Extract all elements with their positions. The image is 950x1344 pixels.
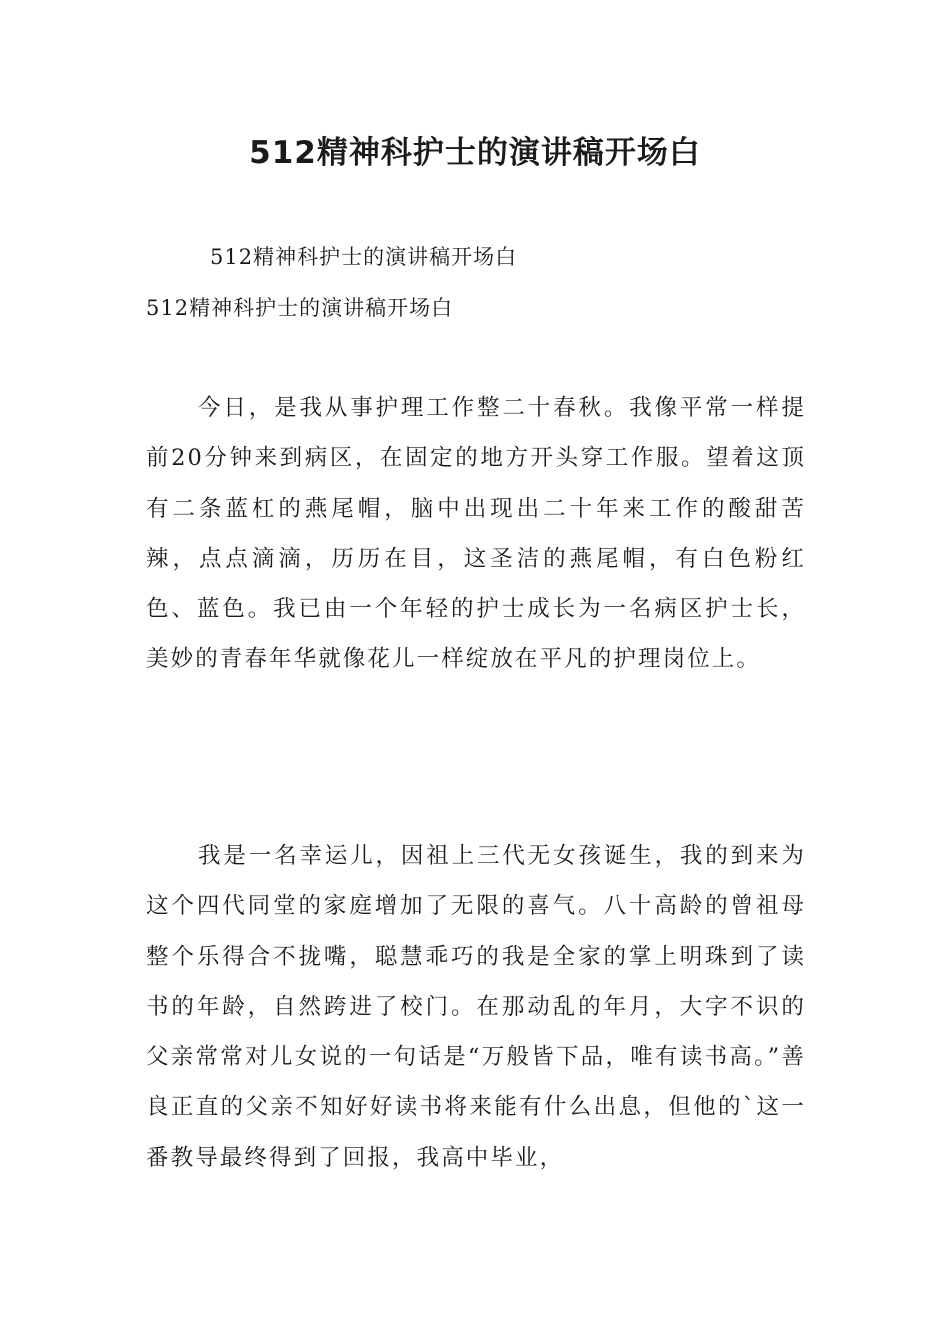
body-paragraph: 今日，是我从事护理工作整二十春秋。我像平常一样提前20分钟来到病区，在固定的地方开头穿工作服。望着这顶有二条蓝杠的燕尾帽，脑中出现出二十年来工作的酸甜苦辣，点点滴滴，历历在目，这圣洁的燕尾帽，有白色粉红色、蓝色。我已由一个年轻的护士成长为一名病区护士长，美妙的青春年华就像花儿一样绽放在平凡的护理岗位上。 <box>146 395 806 673</box>
body-paragraph: 我是一名幸运儿，因祖上三代无女孩诞生，我的到来为这个四代同堂的家庭增加了无限的喜气。八十高龄的曾祖母整个乐得合不拢嘴，聪慧乖巧的我是全家的掌上明珠到了读书的年龄，自然跨进了校门。在那动乱的年月，大字不识的父亲常常对儿女说的一句话是“万般皆下品，唯有读书高。”善良正直的父亲不知好好读书将来能有什么出息，但他的`这一番教导最终得到了回报，我高中毕业， <box>146 843 806 1171</box>
document-subtitle: 512精神科护士的演讲稿开场白 <box>210 245 518 269</box>
document-subtitle-repeat: 512精神科护士的演讲稿开场白 <box>146 296 454 320</box>
document-title: 512精神科护士的演讲稿开场白 <box>249 135 701 171</box>
